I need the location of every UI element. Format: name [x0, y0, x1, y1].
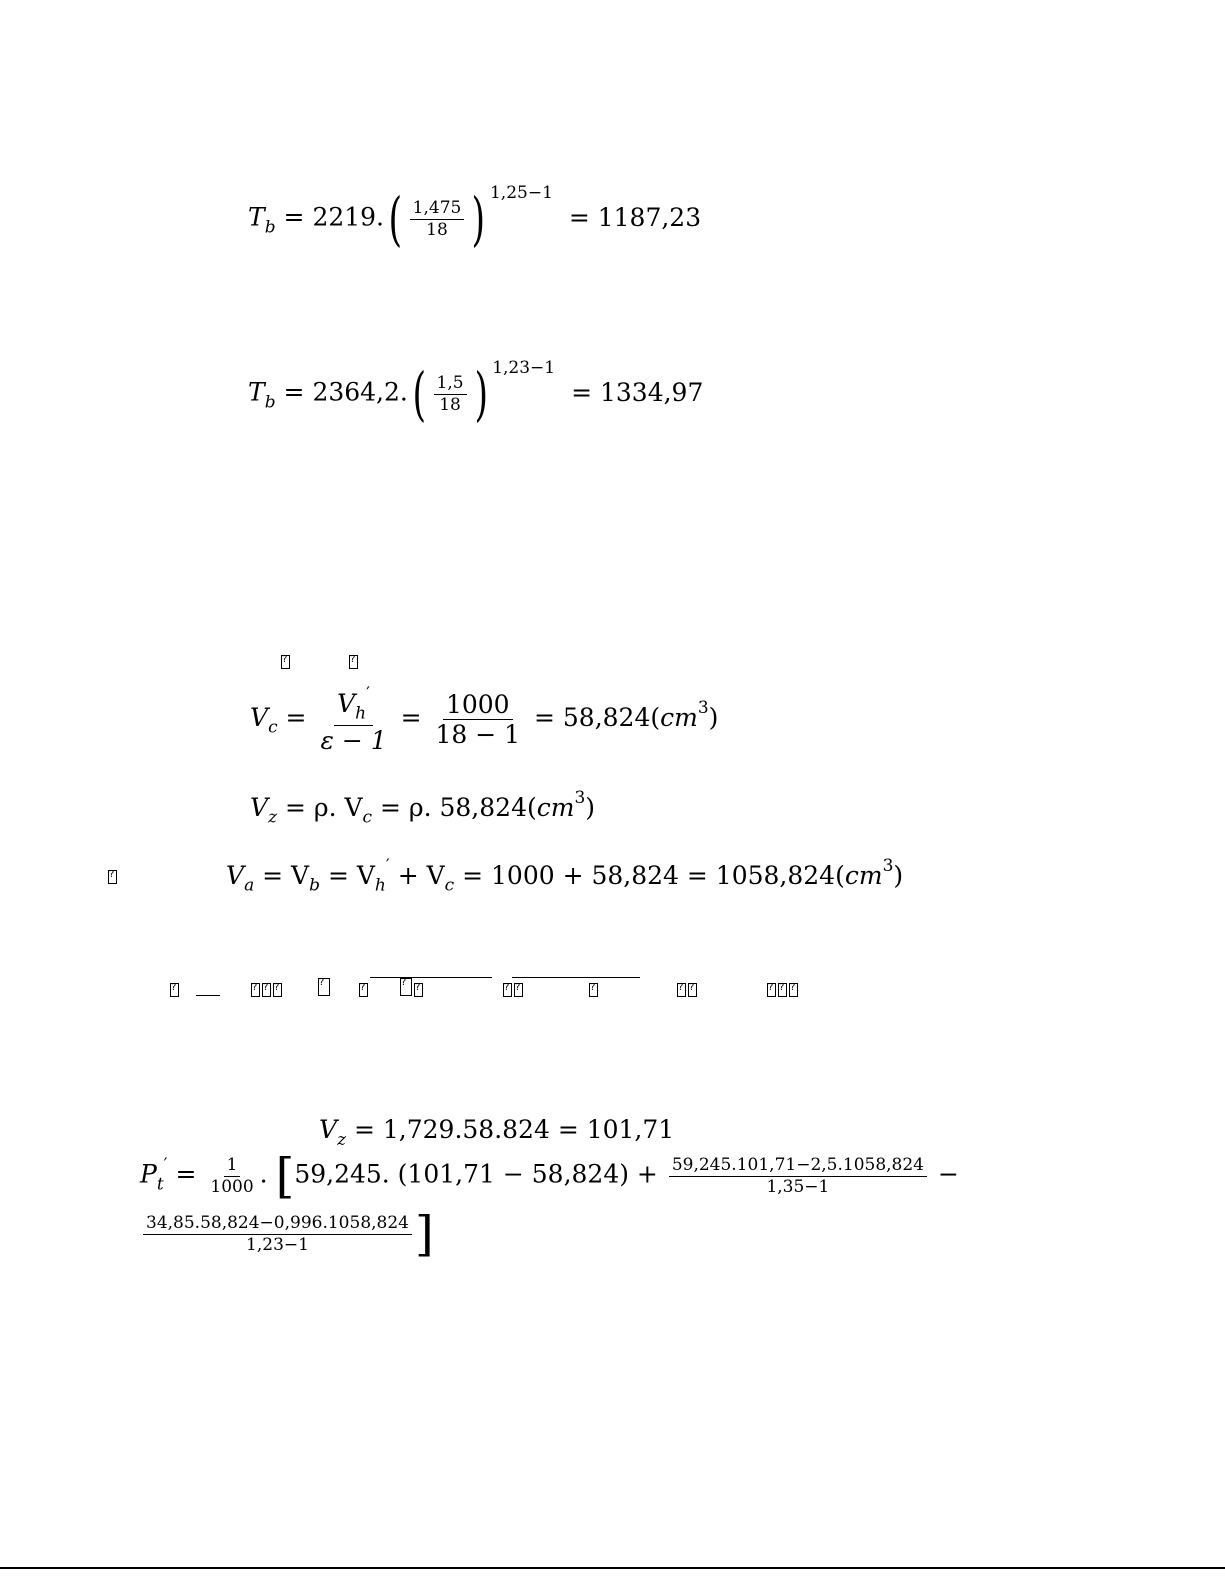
equation-pt-line2: $\frac{34,85.58,824-0,996.1058,824}{1,23-1}$ ]: [140, 1210, 434, 1258]
eq-fraction: $\frac{1,5}{18}$: [434, 375, 467, 414]
equation-va: $V_a = V_b = V_h' + V_c = 1000 + 58,824 = 1058,824(cm^3)$: [226, 856, 904, 896]
eq-exponent: 1,23−1: [492, 357, 556, 378]
eq-coefficient: 2219.: [312, 202, 385, 232]
equation-vc: $V_c$ = $\frac{V_h'}{\varepsilon - 1}$ = $\frac{1000}{18 - 1}$ = $58,824(cm^3)$: [250, 684, 719, 755]
equation-vz-value: $V_z = 1,729.58.824 = 101,71$: [319, 1115, 675, 1150]
eq-fraction-2: $\frac{1000}{18 - 1}$: [435, 689, 521, 749]
missing-glyph: [349, 655, 358, 669]
missing-glyph: [281, 655, 290, 669]
equation-tb-2: $T_b = 2364,2$.( $\frac{1,5}{18}$ ) $^{1,23-1}$ = 1334,97: [248, 357, 704, 428]
equation-pt-line1: $P_t'$ = $\frac{1}{1000}$ . [59,245. (101,71 − 58,824) + $\frac{59,245.101,71-2,5.1058,824}{1,35-1}$ −: [140, 1148, 959, 1204]
eq-fraction: $\frac{34,85.58,824-0,996.1058,824}{1,23-1}$: [143, 1215, 412, 1254]
eq-fraction: $\frac{1,475}{18}$: [410, 200, 465, 239]
eq-fraction: $\frac{59,245.101,71-2,5.1058,824}{1,35-1}$: [669, 1157, 927, 1196]
eq-fraction: $\frac{1}{1000}$: [210, 1154, 254, 1197]
eq-fraction-1: $\frac{V_h'}{\varepsilon - 1}$: [320, 684, 387, 755]
eq-var-sub: b: [264, 392, 276, 413]
eq-coefficient: 2364,2.: [312, 377, 408, 407]
page-bottom-rule: [0, 1567, 1225, 1569]
eq-var: T: [248, 202, 265, 232]
eq-var-sub: b: [264, 217, 276, 238]
eq-result: = 1334,97: [571, 377, 704, 407]
equation-vz: $V_z = \rho$. $V_c = \rho$. $58,824(cm^3)$: [250, 788, 596, 828]
missing-glyph: [108, 870, 117, 884]
eq-var: T: [248, 377, 265, 407]
eq-result: = 1187,23: [568, 202, 702, 232]
eq-exponent: 1,25−1: [489, 182, 553, 203]
equation-tb-1: $T_b = 2219$.( $\frac{1,475}{18}$ ) $^{1,25-1}$ = 1187,23: [248, 182, 702, 253]
